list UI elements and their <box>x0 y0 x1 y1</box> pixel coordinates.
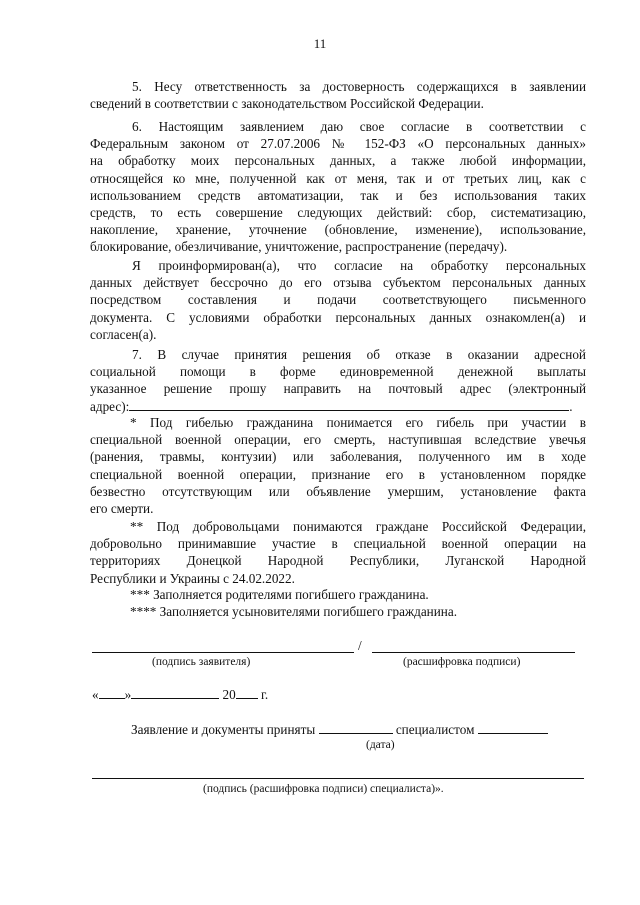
footnote-death-definition <box>90 414 586 517</box>
paragraph-line: (ранения, травмы, контузии) или заболевания, полученного им в ходе <box>90 449 586 465</box>
signature-decode-field[interactable] <box>372 652 575 653</box>
paragraph-line: указанное решение прошу направить на почтовый адрес (электронный <box>90 381 586 397</box>
acceptance-line <box>131 721 548 738</box>
acceptance-specialist-text: специалистом <box>395 722 475 737</box>
paragraph-line: данных действует бессрочно до его отзыва субъектом персональных данных <box>90 275 586 291</box>
paragraph-line: сведений в соответствии с законодательством Российской Федерации. <box>90 96 484 112</box>
paragraph-line: относящейся ко мне, полученной как от меня, так и от третьих лиц, как с <box>90 170 586 186</box>
date-year-suffix: г. <box>260 687 269 702</box>
paragraph-line: на обработку моих персональных данных, а также любой информации, <box>90 153 586 169</box>
date-close-quote: » <box>124 687 132 702</box>
paragraph-line: специальной военной операции, признание его в установленном порядке <box>90 466 586 482</box>
date-year-prefix: 20 <box>222 687 236 702</box>
acceptance-text: Заявление и документы приняты <box>131 722 316 737</box>
paragraph-line: добровольно принимавшие участие в специальной военной операции на <box>90 536 586 552</box>
paragraph-line: безвестно отсутствующим или объявление умершим, установление факта <box>90 483 586 499</box>
date-day-field[interactable] <box>99 686 125 699</box>
paragraph-line: средств, то есть совершение следующих действий: сбор, систематизацию, <box>90 205 586 221</box>
paragraph-line: * Под гибелью гражданина понимается его гибель при участии в <box>130 415 586 430</box>
paragraph-line: Федеральным законом от 27.07.2006 № 152-ФЗ «О персональных данных» <box>90 136 586 152</box>
date-year-field[interactable] <box>236 686 258 699</box>
address-line <box>90 398 586 415</box>
paragraph-line: документа. С условиями обработки персональных данных ознакомлен(а) и <box>90 309 586 325</box>
paragraph-line: *** Заполняется родителями погибшего гражданина. <box>130 587 429 602</box>
paragraph-line: накопление, хранение, уточнение (обновление, изменение), использование, <box>90 222 586 238</box>
page-number: 11 <box>313 36 327 51</box>
acceptance-date-caption: (дата) <box>366 739 395 751</box>
signature-decode-caption: (расшифровка подписи) <box>403 656 521 668</box>
specialist-signature-field[interactable] <box>92 778 584 779</box>
paragraph-line: использованием средств автоматизации, так и без использования таких <box>90 187 586 203</box>
paragraph-line: **** Заполняется усыновителями погибшего гражданина. <box>130 604 457 620</box>
date-line <box>92 686 268 703</box>
paragraph-line: посредством составления и подачи соответствующего письменного <box>90 292 586 308</box>
address-label: адрес): <box>90 398 130 414</box>
date-open-quote: « <box>92 687 99 702</box>
signature-separator: / <box>358 638 362 653</box>
paragraph-line: социальной помощи в форме единовременной денежной выплаты <box>90 364 586 380</box>
paragraph-line: 6. Настоящим заявлением даю свое согласие в соответствии с <box>132 119 586 134</box>
specialist-name-field[interactable] <box>478 721 548 734</box>
applicant-signature-caption: (подпись заявителя) <box>152 656 251 668</box>
address-end: . <box>569 398 573 414</box>
specialist-signature-caption: (подпись (расшифровка подписи) специалиста)». <box>203 783 444 795</box>
paragraph-line: территориях Донецкой Народной Республики, Луганской Народной <box>90 553 586 569</box>
acceptance-date-field[interactable] <box>319 721 393 734</box>
footnote-volunteers <box>90 518 586 587</box>
paragraph-line: специальной военной операции, его смерть, наступившая вследствие увечья <box>90 432 586 448</box>
address-field[interactable] <box>129 398 569 411</box>
paragraph-line: 7. В случае принятия решения об отказе в оказании адресной <box>132 347 586 362</box>
paragraph-line: Республики и Украины с 24.02.2022. <box>90 570 295 586</box>
paragraph-informed <box>90 257 586 343</box>
paragraph-line: блокирование, обезличивание, уничтожение, распространение (передачу). <box>90 239 508 255</box>
footnote-parents <box>90 586 586 620</box>
paragraph-6-consent <box>90 118 586 256</box>
paragraph-line: 5. Несу ответственность за достоверность содержащихся в заявлении <box>132 79 586 94</box>
applicant-signature-field[interactable] <box>92 652 354 653</box>
paragraph-7-refusal <box>90 346 586 415</box>
date-month-field[interactable] <box>131 686 219 699</box>
paragraph-line: его смерти. <box>90 501 154 517</box>
paragraph-line: ** Под добровольцами понимаются граждане Российской Федерации, <box>130 519 586 534</box>
paragraph-line: Я проинформирован(а), что согласие на обработку персональных <box>132 258 586 273</box>
paragraph-line: согласен(а). <box>90 326 157 342</box>
paragraph-5 <box>90 78 586 112</box>
